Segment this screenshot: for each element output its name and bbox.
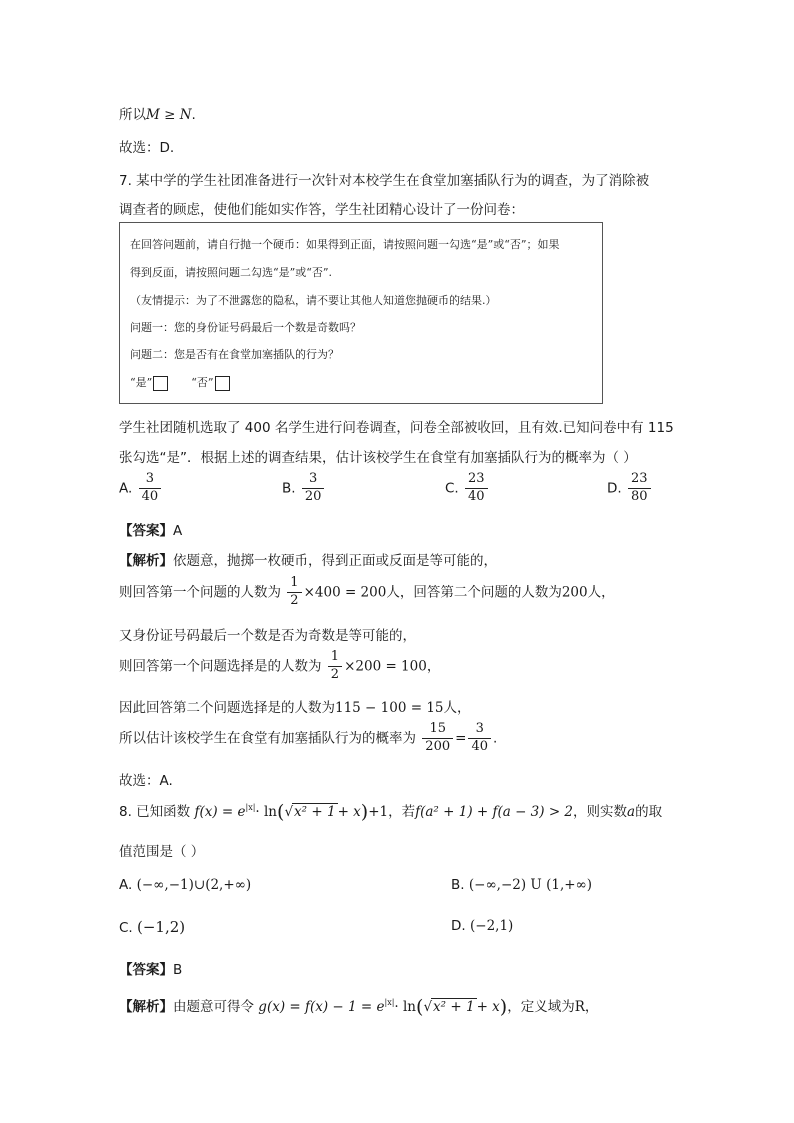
option-text: (−2,1)	[469, 918, 514, 934]
sqrt-radicand: x² + 1	[294, 804, 336, 820]
denominator: 2	[328, 666, 342, 683]
q7-answer	[119, 519, 182, 539]
text: 所以估计该校学生在食堂有加塞插队行为的概率为	[119, 730, 416, 747]
denominator: 40	[465, 488, 488, 505]
option-label: D.	[607, 480, 622, 497]
box-line2: 得到反面，请按照问题二勾选“是”或“否”.	[130, 266, 332, 279]
math-expression: 115 − 100 = 15	[335, 700, 444, 716]
option-text: (−∞,−1)∪(2,+∞)	[136, 877, 252, 893]
fraction	[465, 472, 488, 505]
text: ，	[584, 999, 599, 1015]
math-variable: a	[627, 804, 636, 820]
no-checkbox[interactable]	[215, 376, 230, 391]
denominator: 80	[628, 488, 651, 505]
text: 所以	[119, 107, 146, 123]
q8-analysis-line1: 【解析】由题意可得令 $g(x) = f(x) - 1 = e^{|x|}\cdot \ln(√x^2 + 1 + x)$，定义域为R，	[119, 996, 599, 1018]
numerator: 15	[429, 721, 446, 736]
q8-option-a	[119, 877, 251, 893]
numerator: 1	[330, 649, 340, 664]
q7-option-a	[119, 472, 163, 505]
choice-line: 故选：D.	[119, 140, 175, 156]
option-label: A.	[119, 480, 133, 497]
numerator: 23	[630, 471, 648, 486]
text: .	[191, 107, 196, 123]
option-label: B.	[282, 480, 296, 497]
sqrt-radicand: x² + 1	[433, 999, 475, 1015]
text: 人，	[587, 584, 615, 601]
fraction	[328, 650, 342, 683]
q8-option-c	[119, 918, 185, 936]
box-question2: 问题二：您是否有在食堂加塞插队的行为？	[130, 348, 339, 361]
fraction	[422, 722, 453, 755]
text: ，则实数	[573, 804, 628, 820]
math-set: R	[574, 999, 585, 1015]
yes-checkbox[interactable]	[153, 376, 168, 391]
questionnaire-box	[119, 222, 603, 404]
equals-sign: =	[455, 730, 467, 747]
math-expression: g(x) = f(x) − 1 = e	[258, 999, 385, 1015]
denominator: 200	[422, 738, 453, 755]
no-label: “否”	[191, 376, 214, 389]
text: .	[492, 730, 498, 747]
numerator: 23	[468, 471, 485, 486]
q8-stem-line1: 8. 已知函数 $f(x) = e^{|x|}\cdot \ln(√x^2 + 1 + x)+1$，若f(a² + 1) + f(a − 3) > 2，则实数a的取	[119, 801, 663, 823]
text: 依题意，抛掷一枚硬币，得到正面或反面是等可能的，	[173, 553, 497, 569]
numerator: 3	[308, 471, 318, 486]
q7-stem-line1: 7. 某中学的学生社团准备进行一次针对本校学生在食堂加塞插队行为的调查，为了消除被	[119, 173, 650, 189]
math-expression: f(x) = e	[194, 804, 246, 820]
text: 则回答第一个问题的人数为	[119, 584, 281, 601]
math-expression: + x	[337, 804, 361, 820]
text: 8. 已知函数	[119, 804, 191, 820]
q7-analysis-line6	[119, 722, 497, 755]
analysis-tag: 【解析】	[119, 553, 173, 569]
option-label: C.	[119, 920, 133, 936]
q7-after-line1: 学生社团随机选取了 400 名学生进行问卷调查，问卷全部被收回，且有效.已知问卷中有 115	[119, 420, 674, 436]
text: 由题意可得令	[173, 999, 254, 1015]
fraction	[468, 722, 491, 755]
text: 人，	[443, 700, 471, 716]
q7-after-line2: 张勾选“是”．根据上述的调查结果，估计该校学生在食堂有加塞插队行为的概率为（ ）	[119, 450, 637, 466]
math-value: 200	[561, 584, 588, 601]
option-label: D.	[451, 918, 466, 934]
q7-option-b	[282, 472, 326, 505]
option-label: A.	[119, 877, 133, 893]
option-text: (−∞,−2) U (1,+∞)	[468, 877, 593, 893]
numerator: 3	[145, 471, 154, 486]
q7-option-c	[445, 472, 490, 505]
denominator: 2	[287, 592, 301, 609]
q8-option-d	[451, 918, 513, 934]
fraction	[139, 472, 162, 505]
fraction	[287, 576, 301, 609]
q8-stem-line2: 值范围是（ ）	[119, 844, 205, 860]
conclusion-line	[119, 103, 196, 123]
text: 的取	[635, 804, 663, 820]
answer-value: A	[173, 523, 183, 539]
q7-analysis-line1	[119, 549, 497, 569]
fraction	[302, 472, 325, 505]
numerator: 1	[290, 575, 299, 590]
q7-analysis-line4	[119, 650, 440, 683]
text: 人，回答第二个问题的人数为	[386, 584, 562, 601]
ln-symbol: · ln	[255, 804, 278, 820]
denominator: 20	[302, 488, 325, 505]
text: 因此回答第二个问题选择是的人数为	[119, 700, 335, 716]
box-line3: （友情提示：为了不泄露您的隐私，请不要让其他人知道您抛硬币的结果.）	[130, 294, 497, 307]
answer-checkboxes	[130, 374, 230, 391]
denominator: 40	[468, 738, 491, 755]
q8-answer	[119, 958, 182, 978]
exponent: |x|	[245, 803, 256, 812]
math-inequality: f(a² + 1) + f(a − 3) > 2	[415, 804, 574, 820]
text: 则回答第一个问题选择是的人数为	[119, 658, 322, 675]
q7-option-d	[607, 472, 653, 505]
text: ，定义域为	[507, 999, 575, 1015]
option-label: C.	[445, 480, 459, 497]
box-question1: 问题一：您的身份证号码最后一个数是奇数吗？	[130, 321, 361, 334]
yes-label: “是”	[130, 376, 153, 389]
box-line1: 在回答问题前，请自行抛一个硬币：如果得到正面，请按照问题一勾选“是”或“否”；如果	[130, 238, 560, 251]
q7-analysis-line3: 又身份证号码最后一个数是否为奇数是等可能的，	[119, 628, 416, 644]
text: ，	[426, 658, 441, 675]
q7-analysis-line5	[119, 696, 471, 716]
math-expression: + x	[476, 999, 500, 1015]
answer-tag: 【答案】	[119, 523, 173, 539]
math-expression: M ≥ N	[146, 107, 192, 123]
denominator: 40	[139, 488, 162, 505]
numerator: 3	[475, 721, 484, 736]
exponent: |x|	[384, 998, 395, 1007]
math-expression: ×200 = 100	[344, 658, 427, 675]
analysis-tag: 【解析】	[119, 999, 173, 1015]
ln-symbol: · ln	[394, 999, 417, 1015]
option-text: (−1,2)	[137, 918, 186, 936]
math-expression: ×400 = 200	[303, 584, 387, 601]
text: ，若	[388, 804, 416, 820]
q7-analysis-line2	[119, 576, 615, 609]
q8-option-b	[451, 877, 592, 893]
answer-value: B	[173, 962, 183, 978]
fraction	[628, 472, 651, 505]
q7-stem-line2: 调查者的顾虑，使他们能如实作答，学生社团精心设计了一份问卷：	[119, 202, 524, 218]
answer-tag: 【答案】	[119, 962, 173, 978]
math-expression: +1	[368, 804, 389, 820]
option-label: B.	[451, 877, 465, 893]
q7-choice: 故选：A.	[119, 773, 173, 789]
